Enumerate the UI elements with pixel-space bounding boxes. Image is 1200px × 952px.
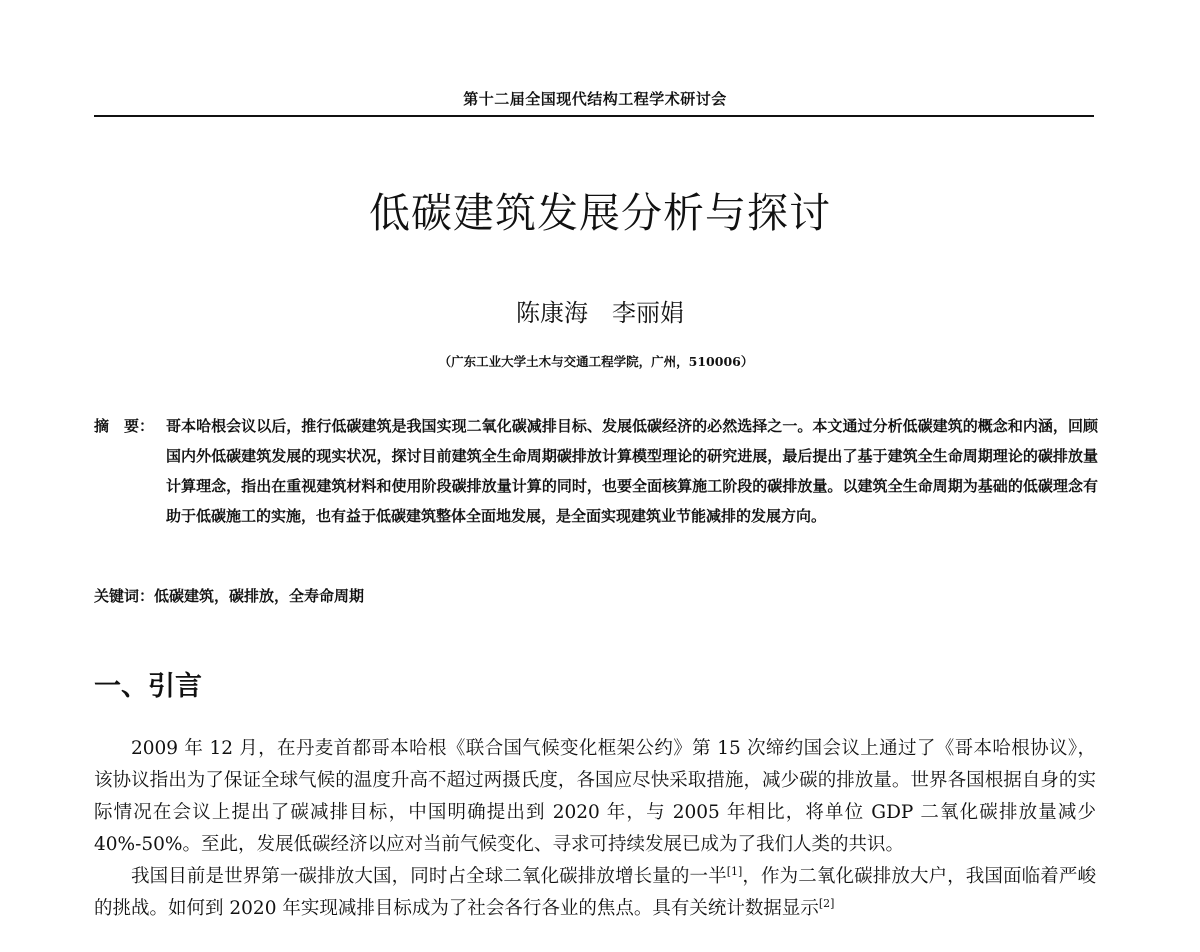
- body-paragraph-text: 我国目前是世界第一碳排放大国，同时占全球二氧化碳排放增长量的一半: [131, 866, 727, 887]
- abstract: [94, 411, 1098, 531]
- body-paragraph: [94, 861, 1096, 925]
- body-text: [94, 733, 1096, 925]
- keywords: [94, 585, 364, 606]
- paper-title: 低碳建筑发展分析与探讨: [369, 189, 831, 237]
- section-heading: 一、引言: [94, 671, 202, 702]
- abstract-label: 摘 要：: [94, 417, 155, 435]
- body-paragraph-text: ，作为二氧化碳排放大户，我国面临着严峻的挑战。如何到 2020 年实现减排目标成为了社会各行各业的焦点。具有关统计数据显示: [94, 866, 1096, 919]
- abstract-text: 哥本哈根会议以后，推行低碳建筑是我国实现二氧化碳减排目标、发展低碳经济的必然选择之一。本文通过分析低碳建筑的概念和内涵，回顾国内外低碳建筑发展的现实状况，探讨目前建筑全生命周期碳排放计算模型理论的研究进展，最后提出了基于建筑全生命周期理论的碳排放量计算理念，指出在重视建筑材料和使用阶段碳排放量计算的同时，也要全面核算施工阶段的碳排放量。以建筑全生命周期为基础的低碳理念有助于低碳施工的实施，也有益于低碳建筑整体全面地发展，是全面实现建筑业节能减排的发展方向。: [166, 417, 1098, 525]
- authors: 陈康海 李丽娟: [516, 299, 684, 327]
- header-rule: [94, 115, 1094, 117]
- citation-ref: [2]: [818, 896, 835, 910]
- body-paragraph: 2009 年 12 月，在丹麦首都哥本哈根《联合国气候变化框架公约》第 15 次缔约国会议上通过了《哥本哈根协议》，该协议指出为了保证全球气候的温度升高不超过两摄氏度，各国应尽快采取措施，减少碳的排放量。世界各国根据自身的实际情况在会议上提出了碳减排目标，中国明确提出到 2020 年，与 2005 年相比，将单位 GDP 二氧化碳排放量减少 40%-50%。至此，发展低碳经济以应对当前气候变化、寻求可持续发展已成为了我们人类的共识。: [94, 738, 1096, 855]
- keywords-text: 低碳建筑，碳排放，全寿命周期: [154, 587, 365, 605]
- affiliation: （广东工业大学土木与交通工程学院，广州，510006）: [438, 354, 754, 369]
- citation-ref: [1]: [726, 864, 743, 878]
- running-header: 第十二届全国现代结构工程学术研讨会: [463, 90, 727, 108]
- keywords-label: 关键词：: [94, 587, 155, 605]
